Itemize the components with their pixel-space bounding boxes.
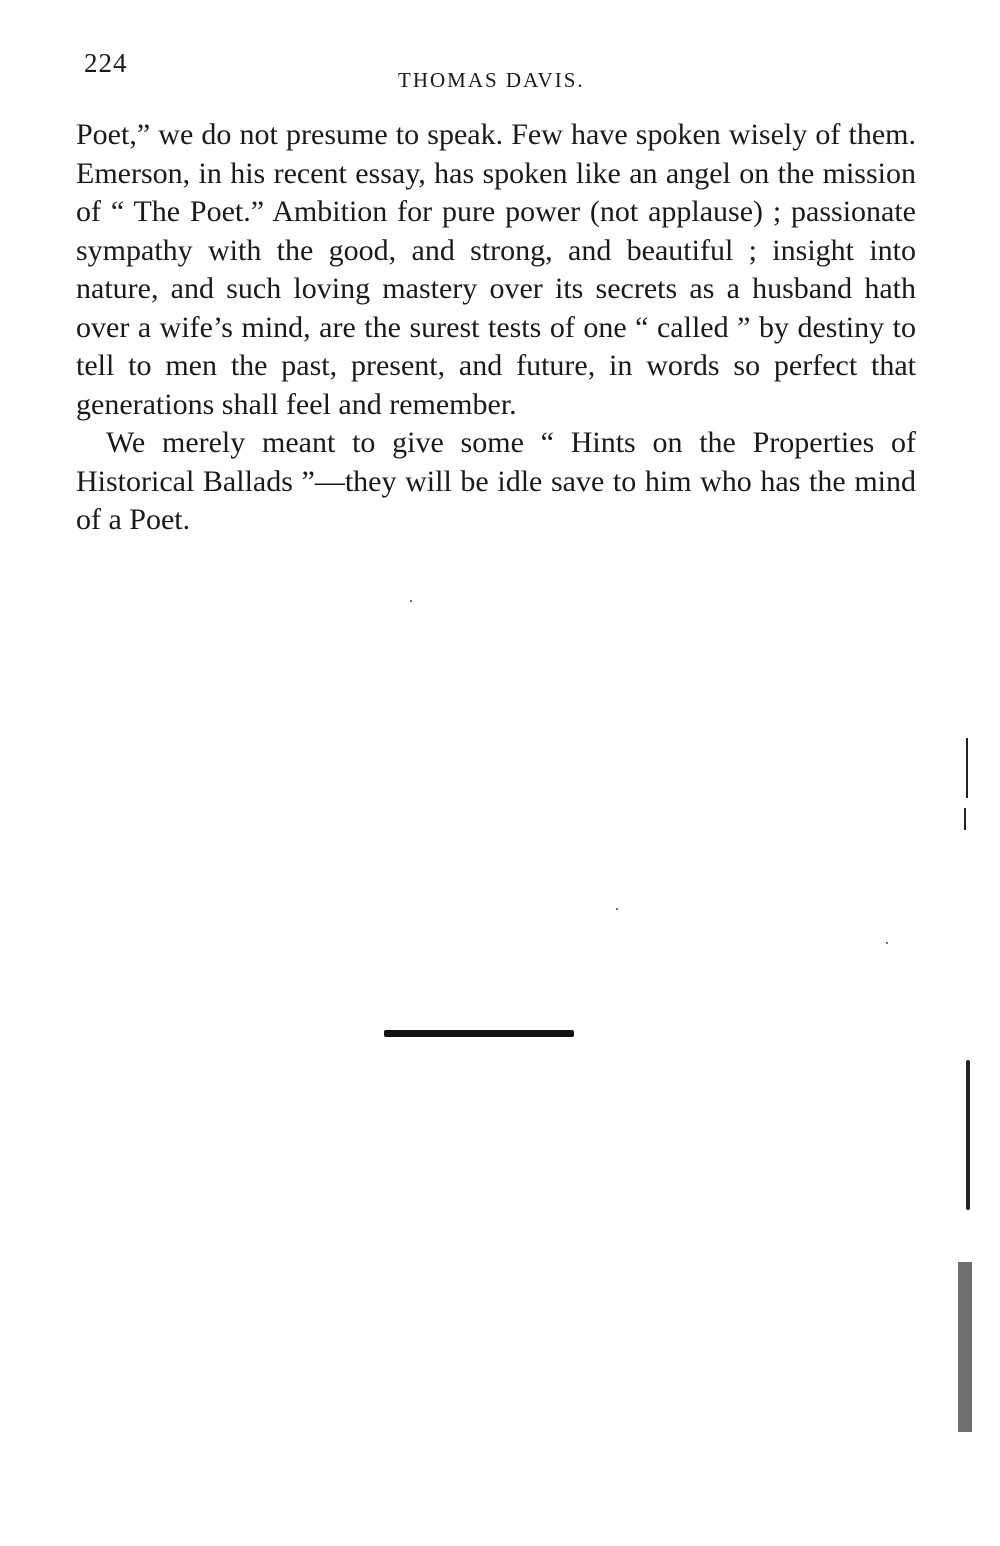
section-end-rule (384, 1030, 574, 1037)
running-head: THOMAS DAVIS. (398, 68, 585, 92)
scan-speck (616, 908, 618, 910)
scan-artifact-mark (964, 808, 966, 830)
paragraph-1: Poet,” we do not presume to speak. Few have spoken wisely of them. Emerson, in his recent essay, has spoken like an angel on the mission of “ The Poet.” Ambition for pure power (not applause) ; passionate sympathy with the good, and strong, and beautiful ; insight into nature, and such loving mastery over its secrets as a husband hath over a wife’s mind, are the surest tests of one “ called ” by destiny to tell to men the past, present, and future, in words so perfect that generations shall feel and remember. (76, 118, 916, 421)
paragraph-2: We merely meant to give some “ Hints on the Properties of Historical Ballads ”—they will be idle save to him who has the mind of a Poet. (76, 426, 916, 536)
scan-speck (886, 942, 888, 944)
scan-artifact-mark (966, 738, 968, 798)
page-number: 224 (84, 48, 128, 78)
scan-speck (410, 600, 412, 602)
scan-artifact-mark (966, 1060, 970, 1210)
scan-artifact-edge (958, 1262, 972, 1432)
body-text (76, 116, 916, 540)
